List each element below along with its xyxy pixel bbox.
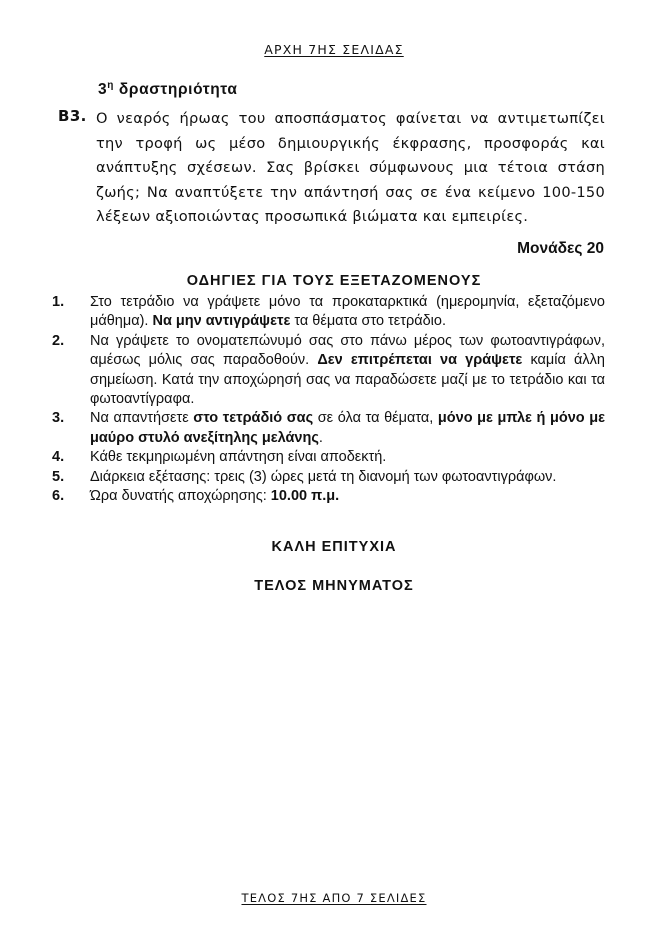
instruction-text: Στο τετράδιο να γράψετε μόνο τα προκαταρκτικά (ημερομηνία, εξεταζόμενο μάθημα). (90, 294, 605, 330)
instruction-item (52, 293, 605, 332)
activity-title-text: δραστηριότητα (118, 81, 238, 99)
instruction-item (52, 409, 605, 448)
instruction-text: Ώρα δυνατής αποχώρησης: (90, 488, 271, 505)
page-header (0, 42, 668, 57)
instruction-text: Να γράψετε το ονοματεπώνυμό σας στο πάνω μέρος των φωτοαντιγράφων, αμέσως μόλις σας παραδοθούν. (90, 332, 605, 369)
instruction-text: τα θέματα στο τετράδιο. (290, 313, 446, 330)
instruction-emphasis: Να μην αντιγράψετε (152, 313, 291, 330)
instruction-item (52, 332, 605, 410)
instruction-emphasis: στο τετράδιό σας (193, 410, 314, 427)
instruction-emphasis: μόνο με μπλε ή μόνο με μαύρο στυλό ανεξίτηλης μελάνης (90, 410, 606, 446)
instruction-text: σε όλα τα θέματα, (313, 410, 438, 427)
end-message-text: ΤΕΛΟΣ ΜΗΝΥΜΑΤΟΣ (254, 578, 414, 594)
instruction-text: . (318, 429, 323, 446)
points-label: Μονάδες 20 (517, 240, 604, 257)
instruction-emphasis: 10.00 π.μ. (270, 488, 340, 505)
activity-title (98, 80, 238, 99)
instruction-number: 2. (52, 332, 65, 349)
instruction-emphasis: Δεν επιτρέπεται να γράψετε (317, 352, 523, 369)
instruction-number: 6. (52, 488, 65, 505)
instructions-title: ΟΔΗΓΙΕΣ ΓΙΑ ΤΟΥΣ ΕΞΕΤΑΖΟΜΕΝΟΥΣ (186, 273, 482, 289)
instruction-text: καμία άλλη σημείωση. Κατά την αποχώρησή σας να παραδώσετε μαζί με το τετράδιο και τα φωτοαντίγραφα. (90, 352, 605, 408)
instruction-item (52, 487, 605, 506)
activity-number: 3 (98, 81, 108, 99)
instruction-number: 3. (52, 410, 65, 427)
page-footer-text: ΤΕΛΟΣ 7ΗΣ ΑΠΟ 7 ΣΕΛΙΔΕΣ (241, 891, 427, 905)
activity-ordinal-suffix: η (107, 80, 114, 91)
instruction-text: Διάρκεια εξέτασης: τρεις (3) ώρες μετά τη διανομή των φωτοαντιγράφων. (90, 468, 557, 485)
instruction-text: Κάθε τεκμηριωμένη απάντηση είναι αποδεκτή. (90, 449, 387, 466)
page-header-text: ΑΡΧΗ 7ΗΣ ΣΕΛΙΔΑΣ (264, 42, 404, 57)
instructions-list (52, 293, 605, 506)
question-id: Β3. (58, 107, 87, 125)
good-luck-text: ΚΑΛΗ ΕΠΙΤΥΧΙΑ (271, 539, 397, 555)
question-block (58, 107, 605, 230)
instruction-number: 5. (52, 468, 65, 485)
instruction-number: 4. (52, 449, 65, 466)
page-footer (0, 891, 668, 905)
instruction-number: 1. (52, 294, 65, 310)
instruction-text: Να απαντήσετε (90, 410, 194, 427)
question-text: Ο νεαρός ήρωας του αποσπάσματος φαίνεται να αντιμετωπίζει την τροφή ως μέσο δημιουργικής έκφρασης, προσφοράς και ανάπτυξης σχέσεων. Σας βρίσκει σύμφωνους μια τέτοια στάση ζωής; Να αναπτύξετε την απάντησή σας σε ένα κείμενο 100-150 λέξεων αξιοποιώντας προσωπικά βιώματα και εμπειρίες. (96, 110, 605, 226)
instruction-item (52, 468, 605, 487)
instruction-item (52, 448, 605, 467)
